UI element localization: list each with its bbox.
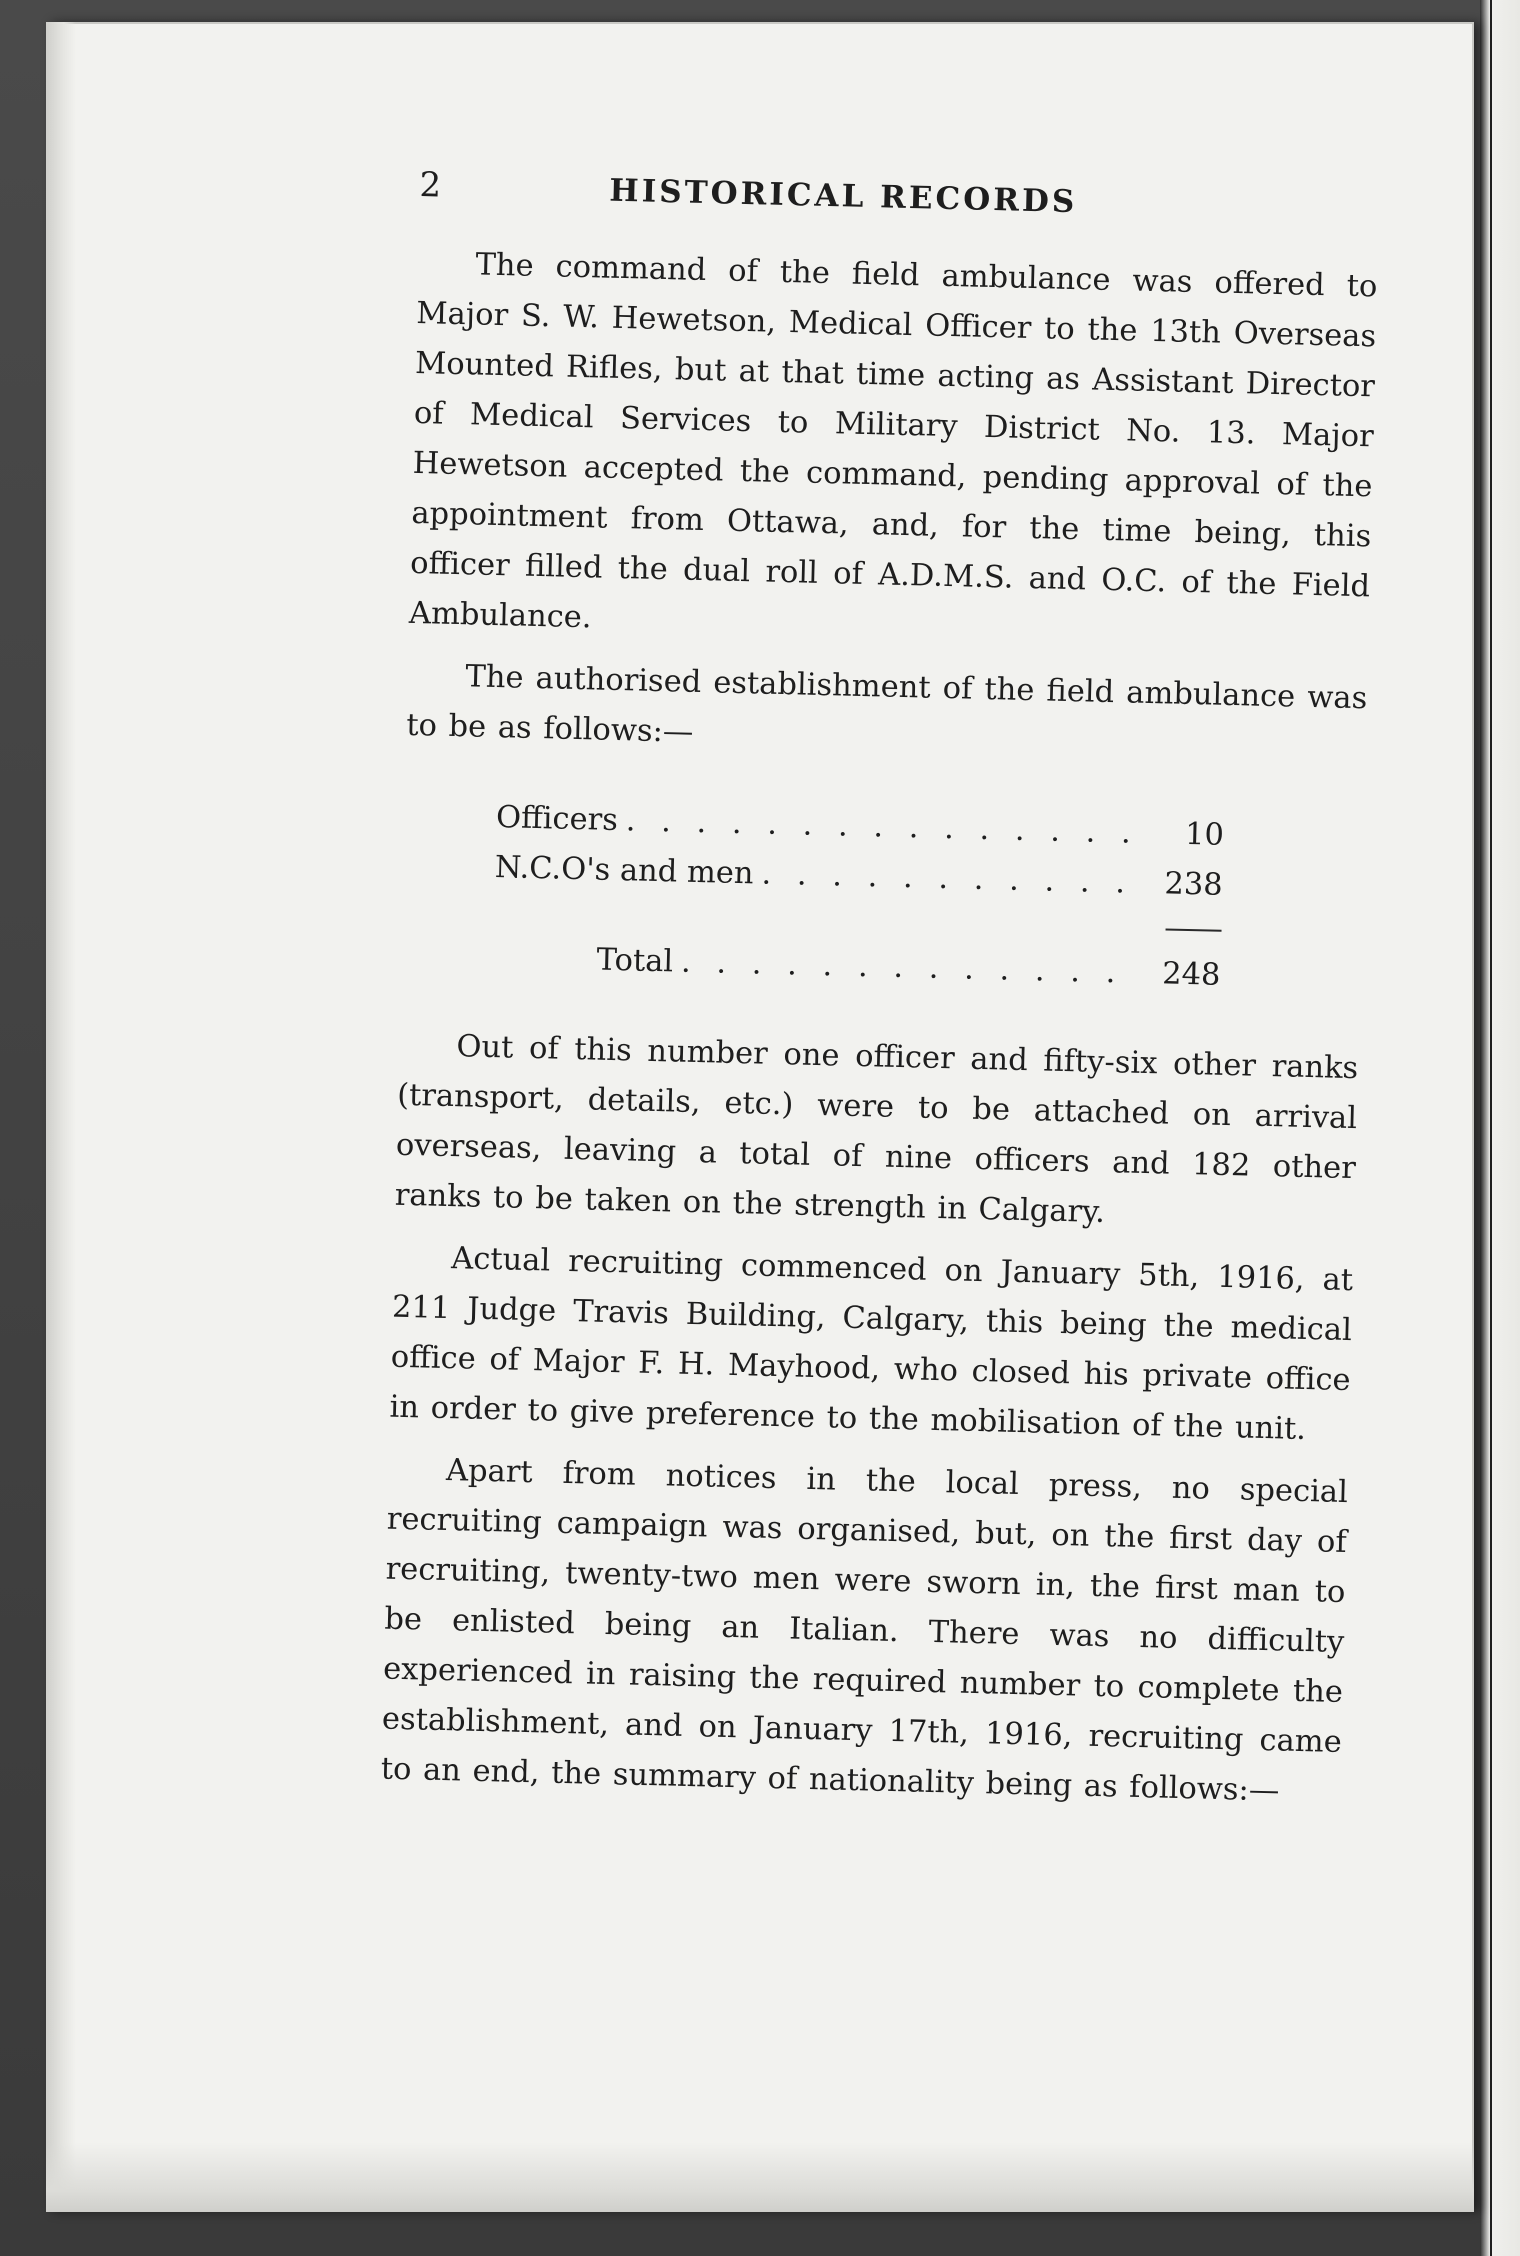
page-text	[380, 165, 1380, 1818]
dot-leader	[681, 938, 1134, 999]
running-title: HISTORICAL RECORDS	[608, 172, 1078, 221]
paragraph-recruiting-campaign: Apart from notices in the local press, no special recruiting campaign was organised, but, on the first day of recruiting, twenty-two men were sworn in, the first man to be enlisted being an Italian. There was no difficulty experienced in raising the required number to complete the establishment, and on January 17th, 1916, recruiting came to an end, the summary of nationality being as follows:—	[380, 1453, 1349, 1809]
spine-shadow	[46, 22, 76, 2212]
establishment-table	[492, 793, 1224, 1001]
establishment-label: N.C.O's and men	[494, 850, 754, 892]
establishment-value: 10	[1184, 816, 1225, 853]
paragraph-attachments: Out of this number one officer and fifty-six other ranks (transport, details, etc.) were to be attached on arrival overseas, leaving a total of nine officers and 182 other ranks to be taken on the strength in Calgary.	[394, 1029, 1359, 1231]
page-number: 2	[419, 165, 442, 206]
adjacent-page-edge	[1480, 0, 1520, 2256]
sum-rule	[1166, 928, 1222, 931]
total-label: Total	[596, 942, 674, 980]
dot-leader	[761, 850, 1135, 909]
total-value: 248	[1161, 956, 1221, 993]
establishment-value: 238	[1164, 866, 1224, 903]
paragraph-command: The command of the field ambulance was offered to Major S. W. Hewetson, Medical Officer to the 13th Overseas Mounted Rifles, but at that time acting as Assistant Director of Medical Services to Military District No. 13. Major Hewetson accepted the command, pending approval of the appointment from Ottawa, and, for the time being, this officer filled the dual roll of A.D.M.S. and O.C. of the Field Ambulance.	[408, 247, 1378, 636]
page-edge-line	[1490, 0, 1492, 2256]
establishment-label: Officers	[495, 800, 619, 839]
paragraph-recruiting-start: Actual recruiting commenced on January 5th, 1916, at 211 Judge Travis Building, Calgary, this being the medical office of Major F. H. Mayhood, who closed his private office in order to give preference to the mobilisation of the unit.	[389, 1241, 1354, 1448]
page-bottom-edge	[46, 2142, 1474, 2212]
paragraph-establishment-intro: The authorised establishment of the field ambulance was to be as follows:—	[405, 659, 1368, 750]
